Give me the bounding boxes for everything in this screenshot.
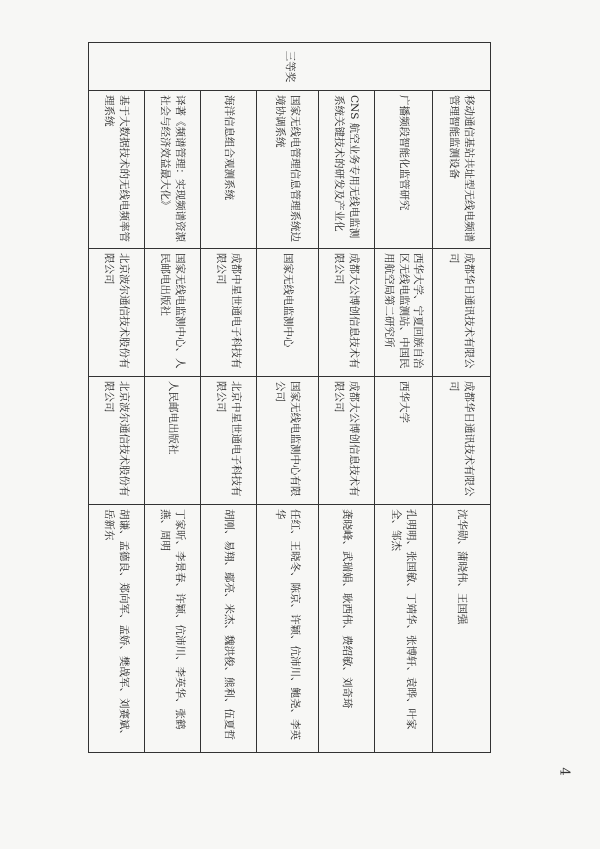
table-row [257,43,319,753]
project-name: 移动通信基站共址型无线电频谱管理智能监测设备 [433,91,491,249]
award-table [88,42,491,753]
completing-people: 任红、王晓冬、陈京、许颖、伉沛川、鲍尧、李英华 [257,505,319,753]
completing-unit: 国家无线电监测中心、人民邮电出版社 [145,249,201,377]
table-row [145,43,201,753]
applicant-unit: 北京中星世通电子科技有限公司 [201,377,257,505]
table-row [319,43,375,753]
completing-people: 胡谦、孟德良、郑向军、孟娇、樊战军、刘赛斌、岳新东 [89,505,145,753]
page-number: 4 [556,767,572,776]
project-name: 国家无线电管理信息管理系统边境协调系统 [257,91,319,249]
applicant-unit: 成都华日通讯技术有限公司 [433,377,491,505]
completing-people: 龚晓峰、武瑞娟、耿西伟、费绍敏、刘奇琦 [319,505,375,753]
completing-unit: 北京波尔通信技术股份有限公司 [89,249,145,377]
applicant-unit: 成都大公博创信息技术有限公司 [319,377,375,505]
table-row [89,43,145,753]
completing-unit: 成都华日通讯技术有限公司 [433,249,491,377]
project-name: 海洋信息组合观测系统 [201,91,257,249]
project-name: CNS 航空业务专用无线电监测系统关键技术的研发及产业化 [319,91,375,249]
award-table-wrapper [89,42,491,752]
applicant-unit: 西华大学 [375,377,433,505]
completing-people: 丁家昕、李景春、许颖、伉沛川、李英华、张鹤燕、周明 [145,505,201,753]
completing-unit: 西华大学、宁夏回族自治区无线电监测站、中国民用航空局第二研究所 [375,249,433,377]
applicant-unit: 国家无线电监测中心有限公司 [257,377,319,505]
table-row [201,43,257,753]
completing-people: 孔明明、张国敏、丁靖华、张博轩、袁晔、叶家全、邹杰 [375,505,433,753]
applicant-unit: 北京波尔通信技术股份有限公司 [89,377,145,505]
completing-unit: 成都大公博创信息技术有限公司 [319,249,375,377]
project-name: 广播频段智能化监管研究 [375,91,433,249]
award-grade: 三等奖 [283,50,296,83]
applicant-unit: 人民邮电出版社 [145,377,201,505]
project-name: 译著《频谱管理：实现频谱资源社会与经济效益最大化》 [145,91,201,249]
completing-people: 胡刚、易翔、鄢亮、米杰、魏洪俊、熊利、伍夏哲 [201,505,257,753]
completing-unit: 成都中星世通电子科技有限公司 [201,249,257,377]
award-grade-cell [89,43,491,91]
project-name: 基于大数据技术的无线电频率管理系统 [89,91,145,249]
completing-unit: 国家无线电监测中心 [257,249,319,377]
table-row [433,43,491,753]
table-row [375,43,433,753]
completing-people: 沈华勋、蒲晓伟、王国强 [433,505,491,753]
